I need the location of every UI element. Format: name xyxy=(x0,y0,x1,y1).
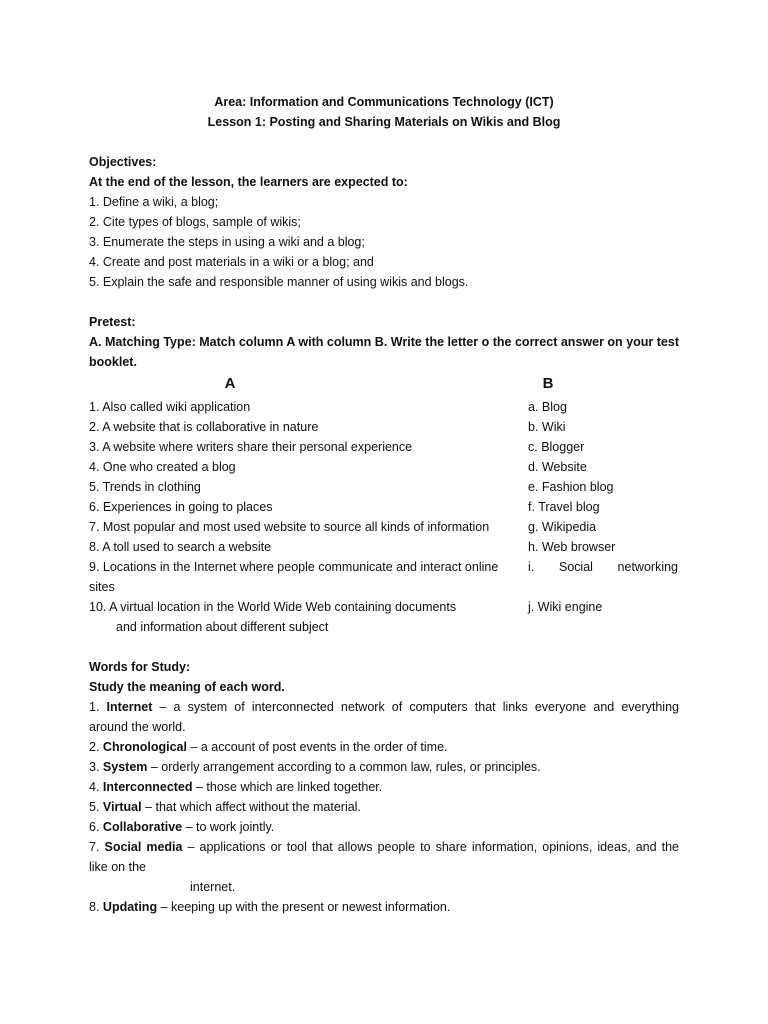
word-number: 6. xyxy=(89,820,100,834)
word-item xyxy=(89,757,679,777)
column-b-item: f. Travel blog xyxy=(528,500,600,514)
word-term: Social media xyxy=(104,840,183,854)
word-term: System xyxy=(102,760,148,774)
word-term: Virtual xyxy=(102,800,142,814)
word-definition: – those which are linked together. xyxy=(192,780,383,794)
column-b-item: h. Web browser xyxy=(528,540,616,554)
word-number: 1. xyxy=(89,700,100,714)
word-item-cont: like on the xyxy=(89,860,146,874)
lesson-title: Lesson 1: Posting and Sharing Materials on Wikis and Blog xyxy=(207,115,561,129)
word-term: Interconnected xyxy=(102,780,193,794)
word-item-cont: internet. xyxy=(190,880,236,894)
objectives-heading: Objectives: xyxy=(89,155,157,169)
column-a-item: 5. Trends in clothing xyxy=(89,480,201,494)
word-item xyxy=(89,737,679,757)
words-heading: Words for Study: xyxy=(89,660,191,674)
word-item xyxy=(89,777,679,797)
words-intro: Study the meaning of each word. xyxy=(89,680,285,694)
column-b-item: b. Wiki xyxy=(528,420,566,434)
column-b-item-word: Social xyxy=(558,560,593,574)
word-item xyxy=(89,697,679,717)
column-a-item: 4. One who created a blog xyxy=(89,460,236,474)
column-b-item: c. Blogger xyxy=(528,440,585,454)
word-item xyxy=(89,837,679,857)
column-a-item-cont: sites xyxy=(89,580,115,594)
column-a-header: A xyxy=(224,375,236,392)
objective-item: 3. Enumerate the steps in using a wiki and a blog; xyxy=(89,235,365,249)
word-number: 4. xyxy=(89,780,100,794)
word-definition: – a system of interconnected network of computers that links everyone and everything xyxy=(152,700,679,714)
column-a-item: 8. A toll used to search a website xyxy=(89,540,272,554)
word-definition: – orderly arrangement according to a common law, rules, or principles. xyxy=(147,760,541,774)
column-a-item: 10. A virtual location in the World Wide Web containing documents xyxy=(89,600,457,614)
column-a-item-cont: and information about different subject xyxy=(116,620,329,634)
column-b-item: j. Wiki engine xyxy=(528,600,603,614)
word-term: Updating xyxy=(102,900,158,914)
word-number: 7. xyxy=(89,840,100,854)
pretest-heading: Pretest: xyxy=(89,315,136,329)
column-b-item-word: networking xyxy=(617,560,678,574)
word-definition: – a account of post events in the order of time. xyxy=(186,740,448,754)
word-item-cont: around the world. xyxy=(89,720,186,734)
objective-item: 4. Create and post materials in a wiki or a blog; and xyxy=(89,255,374,269)
column-b-header: B xyxy=(542,375,554,392)
word-number: 2. xyxy=(89,740,100,754)
column-a-item: 2. A website that is collaborative in nature xyxy=(89,420,319,434)
column-b-item: e. Fashion blog xyxy=(528,480,614,494)
word-term: Collaborative xyxy=(102,820,183,834)
objectives-intro: At the end of the lesson, the learners are expected to: xyxy=(89,175,408,189)
word-term: Chronological xyxy=(102,740,187,754)
word-item xyxy=(89,797,679,817)
column-b-item xyxy=(528,557,678,577)
pretest-instruction: A. Matching Type: Match column A with column B. Write the letter o the correct answer on your test xyxy=(89,335,679,349)
column-a-item: 1. Also called wiki application xyxy=(89,400,251,414)
area-title: Area: Information and Communications Technology (ICT) xyxy=(214,95,554,109)
column-b-item: a. Blog xyxy=(528,400,567,414)
column-b-item: d. Website xyxy=(528,460,587,474)
column-b-item-letter: i. xyxy=(528,560,535,574)
word-number: 5. xyxy=(89,800,100,814)
objective-item: 2. Cite types of blogs, sample of wikis; xyxy=(89,215,301,229)
word-term: Internet xyxy=(106,700,153,714)
word-definition: – keeping up with the present or newest information. xyxy=(157,900,451,914)
word-number: 3. xyxy=(89,760,100,774)
column-a-item: 6. Experiences in going to places xyxy=(89,500,273,514)
word-item xyxy=(89,897,679,917)
pretest-instruction-cont: booklet. xyxy=(89,355,137,369)
column-a-item: 7. Most popular and most used website to source all kinds of information xyxy=(89,520,490,534)
column-a-item: 9. Locations in the Internet where people communicate and interact online xyxy=(89,560,499,574)
objective-item: 5. Explain the safe and responsible manner of using wikis and blogs. xyxy=(89,275,469,289)
column-b-item: g. Wikipedia xyxy=(528,520,597,534)
column-a-item: 3. A website where writers share their personal experience xyxy=(89,440,413,454)
word-definition: – that which affect without the material. xyxy=(141,800,361,814)
word-number: 8. xyxy=(89,900,100,914)
word-item xyxy=(89,817,679,837)
word-definition: – to work jointly. xyxy=(182,820,275,834)
word-definition: – applications or tool that allows people to share information, opinions, ideas, and the xyxy=(182,840,679,854)
objective-item: 1. Define a wiki, a blog; xyxy=(89,195,219,209)
